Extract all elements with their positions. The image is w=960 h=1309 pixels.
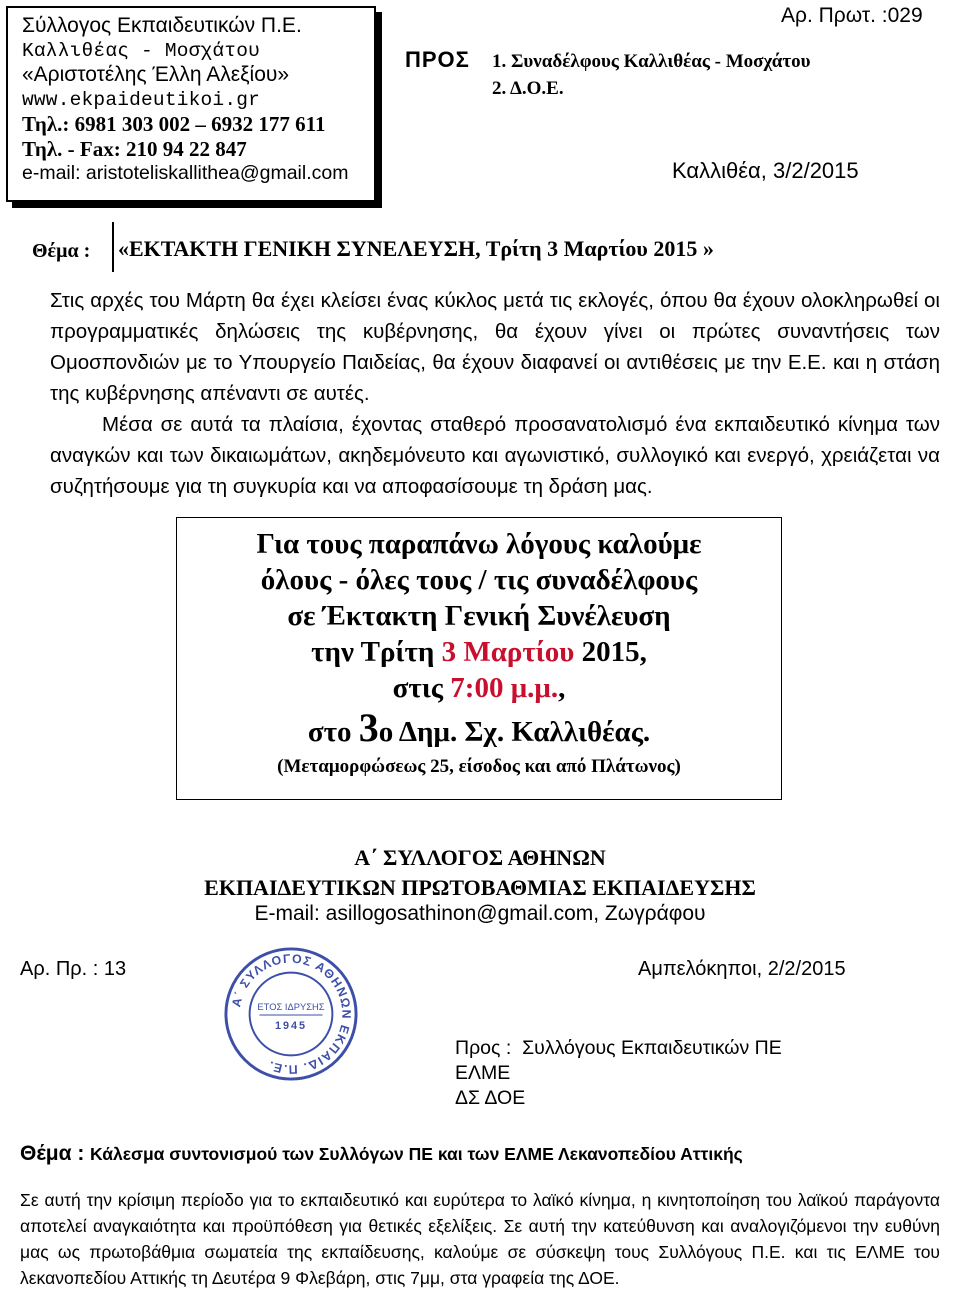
sender-association-name: Σύλλογος Εκπαιδευτικών Π.Ε. [22,14,302,37]
second-to-label: Προς : [455,1037,512,1059]
callout-line-1: Για τους παραπάνω λόγους καλούμε [256,528,702,560]
callout-line-3: σε Έκτακτη Γενική Συνέλευση [287,600,671,632]
sender-website: www.ekpaideutikoi.gr [22,88,261,111]
body-paragraph-2: Μέσα σε αυτά τα πλαίσια, έχοντας σταθερό προσανατολισμό ένα εκπαιδευτικό κίνημα των αναγκών και των δικαιωμάτων, ακηδεμόνευτο και αγωνιστικό, συλλογικό και ενεργό, χρειάζεται να συζητήσουμε για τη συγκυρία και να αποφασίσουμε τη δράση μας. [50,413,940,498]
callout-year: 2015, [574,636,647,668]
sender-email: e-mail: aristoteliskallithea@gmail.com [22,162,349,184]
subject-divider [112,222,114,272]
recipient-ds-doe: ΔΣ ΔΟΕ [455,1087,526,1109]
callout-line-5 [177,670,781,706]
seal-inner-ring [250,973,333,1056]
second-subject-label: Θέμα : [20,1142,85,1165]
seal-outer-ring [226,949,356,1079]
recipients [492,48,810,102]
second-subject-text: Κάλεσμα συντονισμού των Συλλόγων ΠΕ και των ΕΛΜΕ Λεκανοπεδίου Αττικής [89,1144,743,1164]
second-reference-number: Αρ. Πρ. : 13 [20,958,127,980]
letter-body [50,285,940,502]
reference-number: Αρ. Πρωτ. :029 [781,4,923,27]
subject-text: «ΕΚΤΑΚΤΗ ΓΕΝΙΚΗ ΣΥΝΕΛΕΥΣΗ, Τρίτη 3 Μαρτίου 2015 » [118,236,714,261]
second-association-title [0,843,960,903]
seal-ring-text: Α΄ ΣΥΛΛΟΓΟΣ ΑΘΗΝΩΝ ΕΚΠΑΙΔ. Π.Ε. [229,951,354,1077]
callout-address: (Μεταμορφώσεως 25, είσοδος και από Πλάτωνος) [277,756,681,777]
callout-date: 3 Μαρτίου [441,636,575,668]
second-recipients [455,1036,782,1111]
association-email: E-mail: asillogosathinon@gmail.com, Ζωγράφου [254,902,706,925]
callout-in: στο [307,716,359,748]
second-letter-body: Σε αυτή την κρίσιμη περίοδο για το εκπαιδευτικό και ευρύτερα το λαϊκό κίνημα, η κινητοποίηση του λαϊκού παράγοντα αποτελεί αναγκαιότητα και προϋπόθεση για θετικές εξελίξεις. Σε αυτή την κατεύθυνση και αναλογιζόμενοι την ευθύνη μας ως πρωτοβάθμια σωματεία της εκπαίδευσης, καλούμε σε σύσκεψη τους Συλλόγους Π.Ε. και τις ΕΛΜΕ του λεκανοπεδίου Αττικής τη Δευτέρα 9 Φλεβάρη, στις 7μμ, στα γραφεία της ΔΟΕ. [20,1190,940,1288]
sender-area: Καλλιθέας - Μοσχάτου [22,39,261,62]
association-line-1: Α΄ ΣΥΛΛΟΓΟΣ ΑΘΗΝΩΝ [354,845,606,870]
recipient-1: 1. Συναδέλφους Καλλιθέας - Μοσχάτου [492,51,811,72]
callout-school-name: ο Δημ. Σχ. Καλλιθέας. [378,716,651,748]
sender-school-name: «Αριστοτέλης Έλλη Αλεξίου» [22,63,290,86]
body-paragraph-1: Στις αρχές του Μάρτη θα έχει κλείσει ένας κύκλος μετά τις εκλογές, όπου θα έχουν ολοκληρωθεί οι προγραμματικές δηλώσεις της κυβέρνησης, θα έχουν γίνει οι πρώτες συναντήσεις των Ομοσπονδιών με το Υπουργείο Παιδείας, θα έχουν διαφανεί οι αντιθέσεις με την Ε.Ε. και η στάση της κυβέρνησης απέναντι σε αυτές. [50,289,940,405]
callout-comma: , [558,672,566,704]
seal-center-label: ΕΤΟΣ ΙΔΡΥΣΗΣ [257,1002,325,1013]
sender-box [6,6,376,202]
second-place-date: Αμπελόκηποι, 2/2/2015 [638,958,846,980]
sender-fax: Τηλ. - Fax: 210 94 22 847 [22,136,247,161]
callout-school-number: 3 [358,705,379,750]
association-seal-stamp [222,945,360,1083]
callout-line-2: όλους - όλες τους / τις συναδέλφους [260,564,698,596]
place-date: Καλλιθέα, 3/2/2015 [672,158,859,183]
association-line-2: ΕΚΠΑΙΔΕΥΤΙΚΩΝ ΠΡΩΤΟΒΑΘΜΙΑΣ ΕΚΠΑΙΔΕΥΣΗΣ [204,875,756,900]
callout-line-6 [177,706,781,754]
recipient-teacher-associations: Συλλόγους Εκπαιδευτικών ΠΕ [522,1037,782,1059]
recipient-elme: ΕΛΜΕ [455,1062,511,1084]
callout-at: στις [392,672,451,704]
callout-line-4 [177,634,781,670]
second-subject [20,1142,743,1166]
subject-label: Θέμα : [32,240,91,262]
callout-time: 7:00 μ.μ. [450,672,559,704]
to-label: ΠΡΟΣ [405,47,470,72]
recipient-2: 2. Δ.Ο.Ε. [492,78,564,99]
recipients-line-1 [455,1036,782,1061]
seal-year: 1945 [275,1019,307,1032]
sender-phone: Τηλ.: 6981 303 002 – 6932 177 611 [22,112,326,136]
assembly-callout-box [176,517,782,800]
callout-day: την Τρίτη [311,636,442,668]
